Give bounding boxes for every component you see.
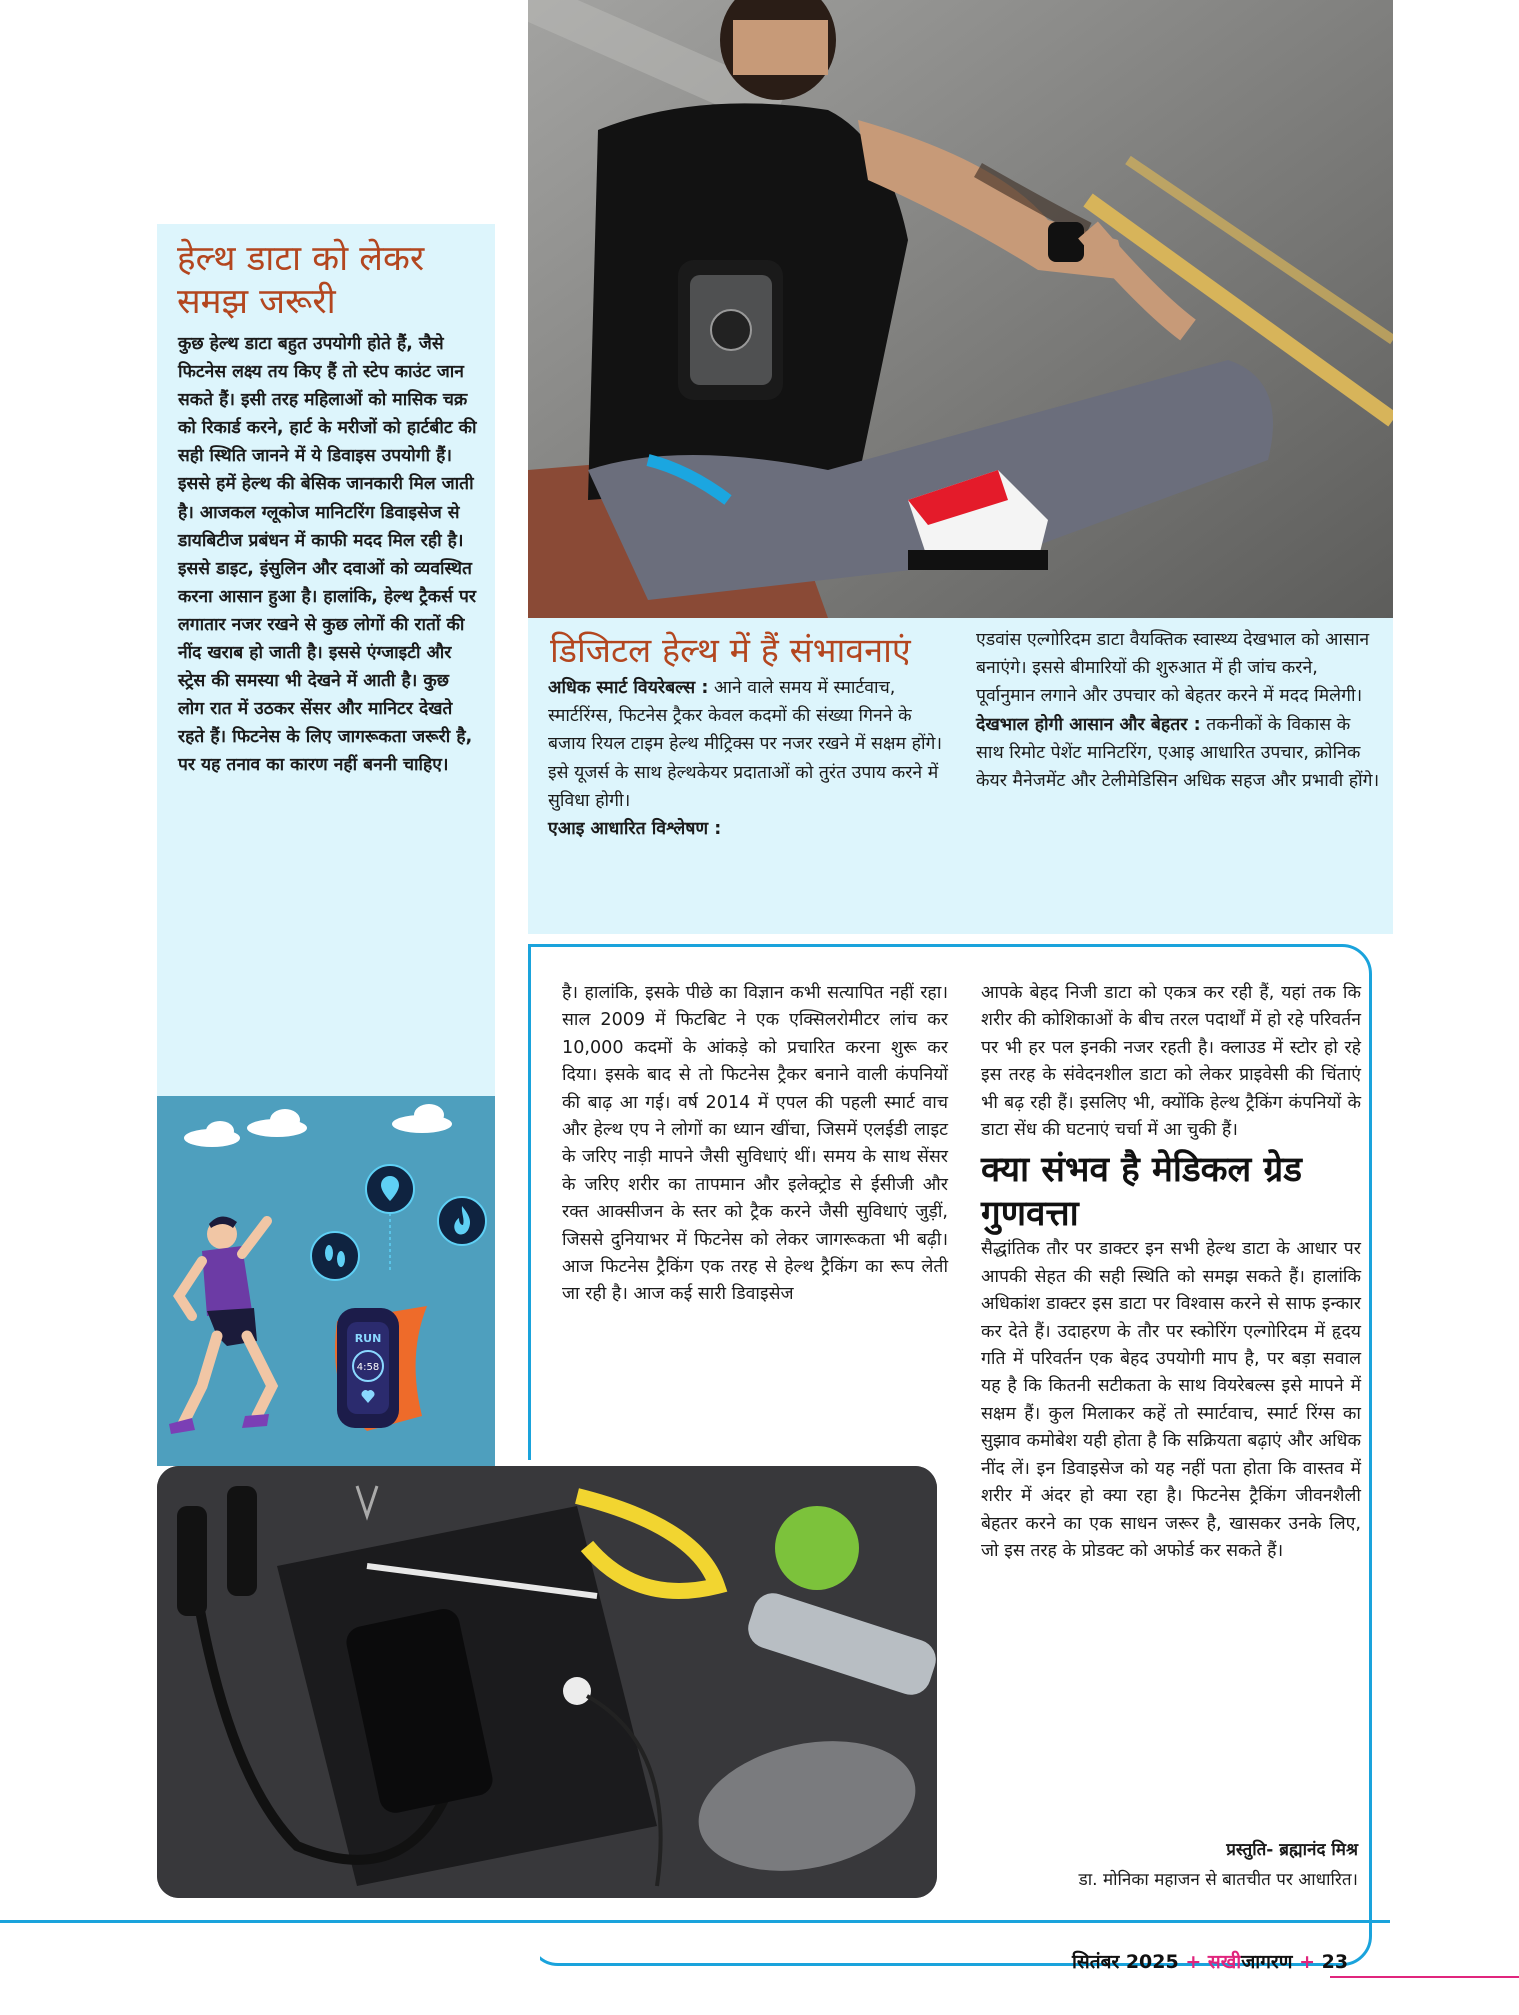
wearables-title: अधिक स्मार्ट वियरेबल्स : [548, 678, 709, 698]
care-title: देखभाल होगी आसान और बेहतर : [976, 714, 1201, 735]
based-on-conversation: डा. मोनिका महाजन से बातचीत पर आधारित। [1078, 1870, 1358, 1890]
runner-illustration [157, 1096, 495, 1466]
article-col-right-top: आपके बेहद निजी डाटा को एकत्र कर रही हैं, यहां तक कि शरीर की कोशिकाओं के बीच तरल पदार्थों में हो रहे परिवर्तन पर भी हर पल इनकी नजर रहती है। क्लाउड में स्टोर हो रहे इस तरह के संवेदनशील डाटा को लेकर प्राइवेसी की चिंताएं भी बढ़ रही हैं। इसलिए भी, क्योंकि हेल्थ ट्रैकिंग कंपनियों के डाटा सेंध की घटनाएं चर्चा में आ चुकी हैं। [981, 983, 1361, 1141]
footsteps-icon [311, 1232, 359, 1280]
footer-accent-line [1330, 1976, 1519, 1978]
page-number: 23 [1321, 1951, 1349, 1973]
flame-icon [438, 1197, 486, 1245]
magazine-name-part1: सखी [1207, 1951, 1242, 1973]
band-run-label: RUN [354, 1332, 382, 1345]
separator-plus-2: + [1299, 1951, 1315, 1973]
issue-month: सितंबर 2025 [1072, 1951, 1179, 1973]
band-time-label: 4:58 [356, 1362, 380, 1373]
ai-analysis-text: एडवांस एल्गोरिदम डाटा वैयक्तिक स्वास्थ्य देखभाल को आसान बनाएंगे। इससे बीमारियों की शुरुआत में ही जांच करने, पूर्वानुमान लगाने और उपचार को बेहतर करने में मदद मिलेगी। [976, 630, 1370, 707]
article-subheading: क्या संभव है मेडिकल ग्रेड गुणवत्ता [981, 1150, 1302, 1235]
article-col-right [981, 980, 1361, 1565]
hero-photo [528, 0, 1393, 618]
digital-heading: डिजिटल हेल्थ में हैं संभावनाएं [550, 631, 911, 671]
care-text: तकनीकों के विकास के साथ रिमोट पेशेंट मानिटरिंग, एआइ आधारित उपचार, क्रोनिक केयर मैनेजमेंट और टेलीमेडिसिन अधिक सहज और प्रभावी होंगे। [976, 714, 1380, 792]
apple [775, 1506, 859, 1590]
bottom-rule [0, 1920, 1390, 1923]
fitness-gear-photo [157, 1466, 937, 1898]
runner-figure [169, 1216, 272, 1434]
fitness-illustration [157, 1096, 495, 1466]
separator-plus: + [1185, 1951, 1202, 1973]
sidebar-heading: हेल्थ डाटा को लेकर समझ जरूरी [177, 239, 425, 322]
whistle [563, 1677, 591, 1705]
gear-flatlay [157, 1466, 937, 1898]
ai-analysis-title: एआइ आधारित विश्लेषण : [548, 819, 722, 840]
digital-col-right [976, 626, 1381, 795]
magazine-name-part2: जागरण [1241, 1951, 1293, 1973]
digital-health-panel [528, 618, 1393, 934]
sidebar-box [157, 224, 495, 1096]
fitness-band [335, 1306, 427, 1431]
location-pin-icon [366, 1165, 414, 1271]
article-col-middle: है। हालांकि, इसके पीछे का विज्ञान कभी सत्यापित नहीं रहा। साल 2009 में फिटबिट ने एक एक्सिलरोमीटर लांच कर 10,000 कदमों के आंकड़े को प्रचारित करना शुरू कर दिया। इसके बाद से तो फिटनेस ट्रैकर बनाने वाली कंपनियों की बाढ़ आ गई। वर्ष 2014 में एपल की पहली स्मार्ट वाच और हेल्थ एप ने लोगों का ध्यान खींचा, जिसमें एलईडी लाइट के जरिए नाड़ी मापने जैसी सुविधाएं थीं। समय के साथ सेंसर के जरिए शरीर का तापमान और इलेक्ट्रोड से ईसीजी और रक्त आक्सीजन के स्तर को ट्रैक करने जैसी सुविधाएं जुड़ीं, जिससे दुनियाभर में फिटनेस को लेकर जागरूकता भी बढ़ी। आज फिटनेस ट्रैकिंग एक तरह से हेल्थ ट्रैकिंग का रूप लेती जा रही है। आज कई सारी डिवाइसेज [562, 983, 948, 1305]
page-footer [1072, 1949, 1348, 1975]
article-col-right-bottom: सैद्धांतिक तौर पर डाक्टर इन सभी हेल्थ डाटा के आधार पर आपकी सेहत की सही स्थिति को समझ सकते हैं। हालांकि अधिकांश डाक्टर इस डाटा पर विश्वास करने से साफ इन्कार कर देते हैं। उदाहरण के तौर पर स्कोरिंग एल्गोरिदम में हृदय गति में परिवर्तन एक बेहद उपयोगी माप है, पर बड़ा सवाल यह है कि कितनी सटीकता के साथ वियरेबल्स इसे मापने में सक्षम हैं। कुल मिलाकर कहें तो स्मार्टवाच, स्मार्ट रिंग्स का सुझाव कमोबेश यही होता है कि सक्रियता बढ़ाएं और अधिक नींद लें। इन डिवाइसेज को यह नहीं पता होता कि वास्तव में शरीर में अंदर हो क्या रहा है। फिटनेस ट्रैकिंग जीवनशैली बेहतर करने का एक साधन जरूर है, खासकर उनके लिए, जो इस तरह के प्रोडक्ट को अफोर्ड कर सकते हैं। [981, 1239, 1361, 1561]
presented-by: प्रस्तुति- ब्रह्मानंद मिश्र [1226, 1840, 1358, 1860]
sidebar-body: कुछ हेल्थ डाटा बहुत उपयोगी होते हैं, जैसे फिटनेस लक्ष्य तय किए हैं तो स्टेप काउंट जान सकते हैं। इसी तरह महिलाओं को मासिक चक्र को रिकार्ड करने, हार्ट के मरीजों को हार्टबीट की सही स्थिति जानने में ये डिवाइस उपयोगी हैं। इससे हमें हेल्थ की बेसिक जानकारी मिल जाती है। आजकल ग्लूकोज मानिटरिंग डिवाइसेज से डायबिटीज प्रबंधन में काफी मदद मिल रही है। इससे डाइट, इंसुलिन और दवाओं को व्यवस्थित करना आसान हुआ है। हालांकि, हेल्थ ट्रैकर्स पर लगातार नजर रखने से कुछ लोगों की रातों की नींद खराब हो जाती है। इससे एंग्जाइटी और स्ट्रेस की समस्या भी देखने में आती है। कुछ लोग रात में उठकर सेंसर और मानिटर देखते रहते हैं। फिटनेस के लिए जागरूकता जरूरी है, पर यह तनाव का कारण नहीं बननी चाहिए। [178, 334, 477, 776]
man-with-armband-photo [528, 0, 1393, 618]
wearables-text: आने वाले समय में स्मार्टवाच, स्मार्टरिंग्स, फिटनेस ट्रैकर केवल कदमों की संख्या गिनने के बजाय रियल टाइम हेल्थ मीट्रिक्स पर नजर रखने में सक्षम होंगे। इसे यूजर्स के साथ हेल्थकेयर प्रदाताओं को तुरंत उपाय करने में सुविधा होगी। [548, 678, 943, 811]
digital-col-left [548, 674, 948, 843]
